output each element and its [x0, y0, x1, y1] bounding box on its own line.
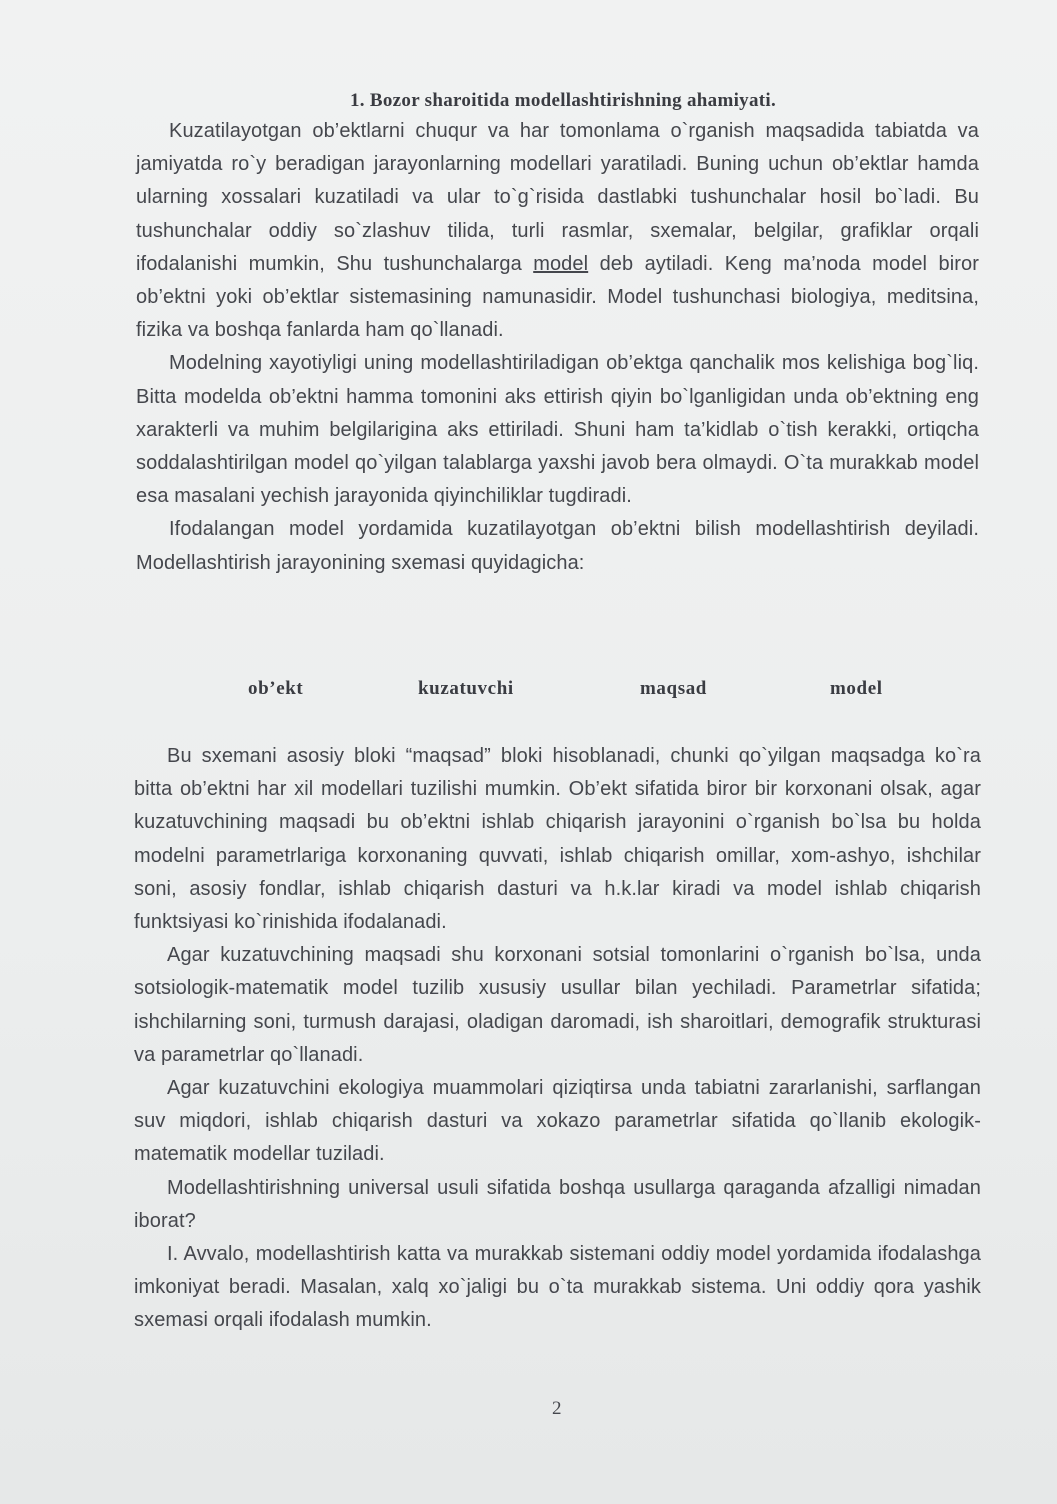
- modelling-scheme: [0, 678, 1057, 708]
- term-model: model: [533, 252, 589, 275]
- paragraph: Modelning xayotiyligi uning modellashtiriladigan ob’ektga qanchalik mos kelishiga bog`liq. Bitta modelda ob’ektni hamma tomonini aks ettirish qiyin bo`lganligidan unda ob’ektning eng xarakterli va muhim belgilarigina aks ettiriladi. Shuni ham ta’kidlab o`tish kerakki, ortiqcha soddalashtirilgan model qo`yilgan talablarga yaxshi javob bera olmaydi. O`ta murakkab model esa masalani yechish jarayonida qiyinchiliklar tugdiradi.: [136, 352, 979, 508]
- paragraph: Ifodalangan model yordamida kuzatilayotgan ob’ektni bilish modellashtirish deyiladi. Modellashtirish jarayonining sxemasi quyidagicha:: [136, 518, 979, 574]
- paragraph: [136, 115, 979, 347]
- paragraph: I. Avvalo, modellashtirish katta va murakkab sistemani oddiy model yordamida ifodalashga imkoniyat beradi. Masalan, xalq xo`jaligi bu o`ta murakkab sistema. Uni oddiy qora yashik sxemasi orqali ifodalash mumkin.: [134, 1243, 981, 1332]
- scheme-item-observer: kuzatuvchi: [418, 678, 514, 699]
- text-block-intro: [136, 115, 979, 580]
- paragraph: Bu sxemani asosiy bloki “maqsad” bloki hisoblanadi, chunki qo`yilgan maqsadga ko`ra bitta ob’ektni har xil modellari tuzilishi mumkin. Ob’ekt sifatida biror bir korxonani olsak, agar kuzatuvchining maqsadi bu ob’ektni ishlab chiqarish jarayonini o`rganish bo`lsa bu holda modelni parametrlariga korxonaning quvvati, ishlab chiqarish omillar, xom-ashyo, ishchilar soni, asosiy fondlar, ishlab chiqarish dasturi va h.k.lar kiradi va model ishlab chiqarish funktsiyasi ko`rinishida ifodalanadi.: [134, 745, 981, 934]
- text-block-main: [134, 740, 981, 1338]
- section-title: 1. Bozor sharoitida modellashtirishning ahamiyati.: [350, 90, 777, 111]
- paragraph: Agar kuzatuvchini ekologiya muammolari qiziqtirsa unda tabiatni zararlanishi, sarflangan suv miqdori, ishlab chiqarish dasturi va xokazo parametrlar sifatida qo`llanib ekologik-matematik modellar tuziladi.: [134, 1077, 981, 1166]
- paragraph: Modellashtirishning universal usuli sifatida boshqa usullarga qaraganda afzalligi nimadan iborat?: [134, 1176, 981, 1232]
- paragraph: Agar kuzatuvchining maqsadi shu korxonani sotsial tomonlarini o`rganish bo`lsa, unda sotsiologik-matematik model tuzilib xususiy usullar bilan yechiladi. Parametrlar sifatida; ishchilarning soni, turmush darajasi, oladigan daromadi, ish sharoitlari, demografik strukturasi va parametrlar qo`llanadi.: [134, 944, 981, 1066]
- scheme-item-object: ob’ekt: [248, 678, 304, 699]
- page-number: 2: [552, 1398, 562, 1419]
- scheme-item-goal: maqsad: [640, 678, 707, 699]
- text-span: Kuzatilayotgan ob’ektlarni chuqur va har tomonlama o`rganish maqsadida tabiatda va jamiyatda ro`y beradigan jarayonlarning modellari yaratiladi. Buning uchun ob’ektlar hamda ularning xossalari kuzatiladi va ular to`g`risida dastlabki tushunchalar hosil bo`ladi. Bu tushunchalar oddiy so`zlashuv tilida, turli rasmlar, sxemalar, belgilar, grafiklar orqali ifodalanishi mumkin, Shu tushunchalarga: [136, 120, 979, 275]
- text-span: deb aytiladi. Keng ma’noda model biror ob’ektni yoki ob’ektlar sistemasining namunasidir. Model tushunchasi biologiya, meditsina, fizika va boshqa fanlarda ham qo`llanadi.: [136, 252, 979, 342]
- scheme-item-model: model: [830, 678, 883, 699]
